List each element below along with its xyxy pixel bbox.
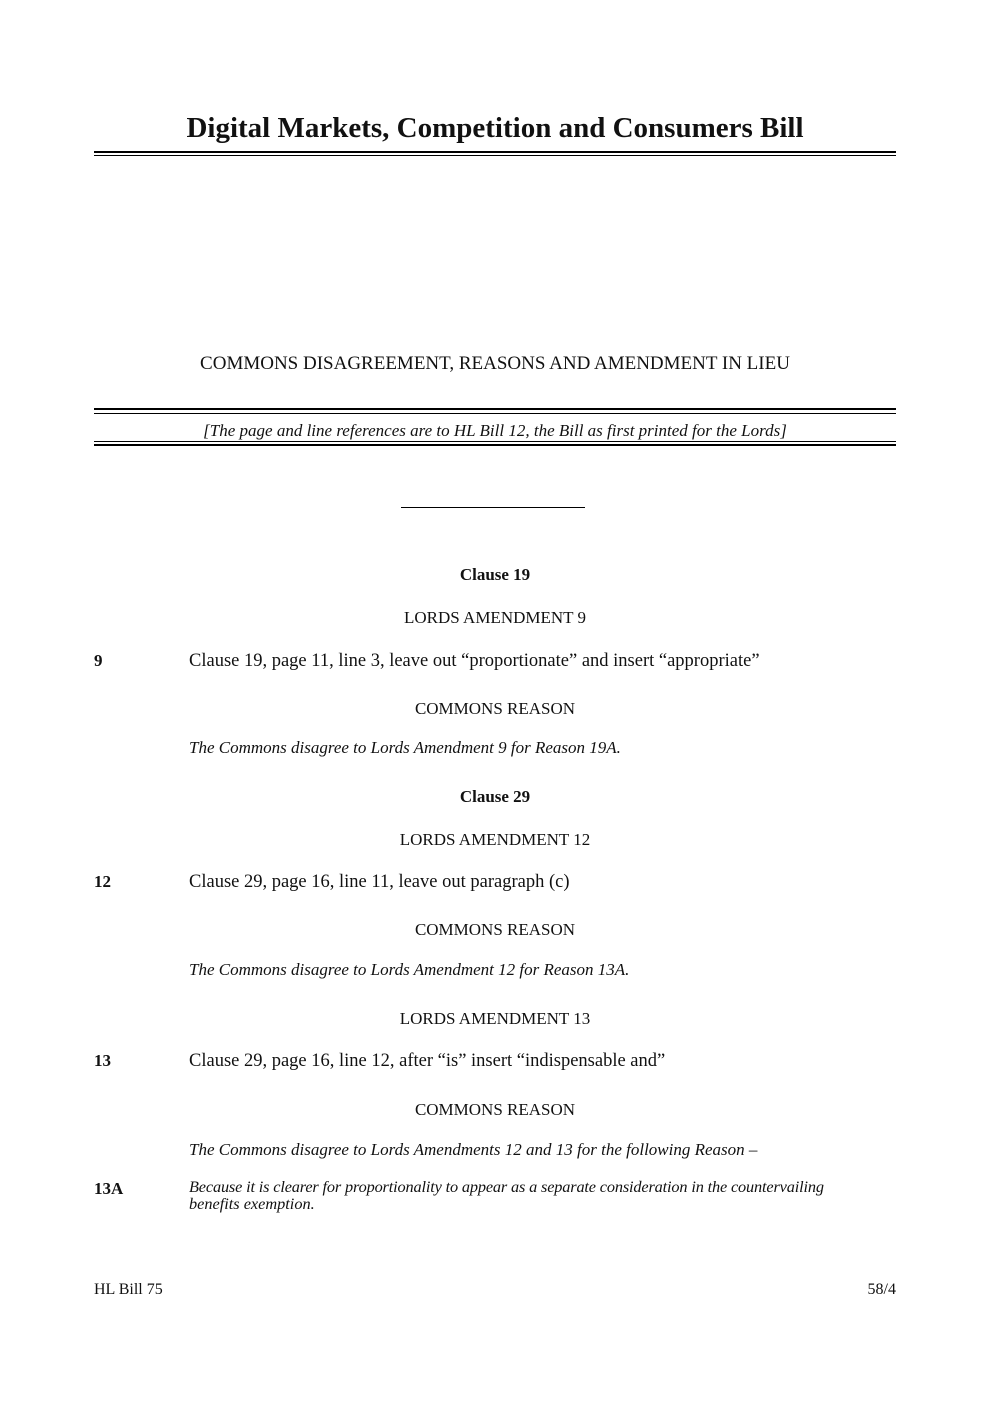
reason-heading: COMMONS REASON: [414, 920, 576, 939]
amendment-heading: LORDS AMENDMENT 13: [399, 1009, 591, 1028]
document-heading: COMMONS DISAGREEMENT, REASONS AND AMENDMENT IN LIEU: [200, 353, 790, 374]
reason-text: The Commons disagree to Lords Amendment 12 for Reason 13A.: [189, 960, 630, 979]
reason-text-line-2: benefits exemption.: [189, 1194, 315, 1213]
amendment-number: 9: [94, 651, 103, 670]
note-rule-bottom-thick: [94, 444, 896, 446]
reference-note: [The page and line references are to HL Bill 12, the Bill as first printed for the Lords]: [203, 421, 787, 440]
reason-heading: COMMONS REASON: [414, 1100, 576, 1119]
amendment-text: Clause 29, page 16, line 12, after “is” insert “indispensable and”: [189, 1051, 666, 1071]
reason-text: The Commons disagree to Lords Amendment 9 for Reason 19A.: [189, 738, 621, 757]
reason-heading: COMMONS REASON: [414, 699, 576, 718]
footer-bill-number: HL Bill 75: [94, 1281, 163, 1298]
separator-rule: [401, 507, 585, 508]
title-rule-bottom: [94, 155, 896, 156]
amendment-number: 12: [94, 872, 111, 891]
clause-heading: Clause 29: [459, 787, 531, 806]
reason-number: 13A: [94, 1179, 124, 1198]
bill-title: Digital Markets, Competition and Consumers Bill: [186, 112, 804, 144]
amendment-text: Clause 29, page 16, line 11, leave out paragraph (c): [189, 872, 570, 892]
clause-heading: Clause 19: [459, 565, 531, 584]
amendment-number: 13: [94, 1051, 111, 1070]
reason-text-line-1: Because it is clearer for proportionality to appear as a separate consideration in the countervailing: [189, 1177, 824, 1196]
amendment-heading: LORDS AMENDMENT 9: [404, 608, 586, 627]
reason-text: The Commons disagree to Lords Amendments 12 and 13 for the following Reason –: [189, 1140, 758, 1159]
title-rule-top: [94, 151, 896, 153]
amendment-heading: LORDS AMENDMENT 12: [399, 830, 591, 849]
note-rule-top-thick: [94, 408, 896, 410]
note-rule-bottom-thin: [94, 441, 896, 442]
amendment-text: Clause 19, page 11, line 3, leave out “proportionate” and insert “appropriate”: [189, 651, 760, 671]
footer-page-reference: 58/4: [867, 1281, 896, 1298]
note-rule-top-thin: [94, 413, 896, 414]
